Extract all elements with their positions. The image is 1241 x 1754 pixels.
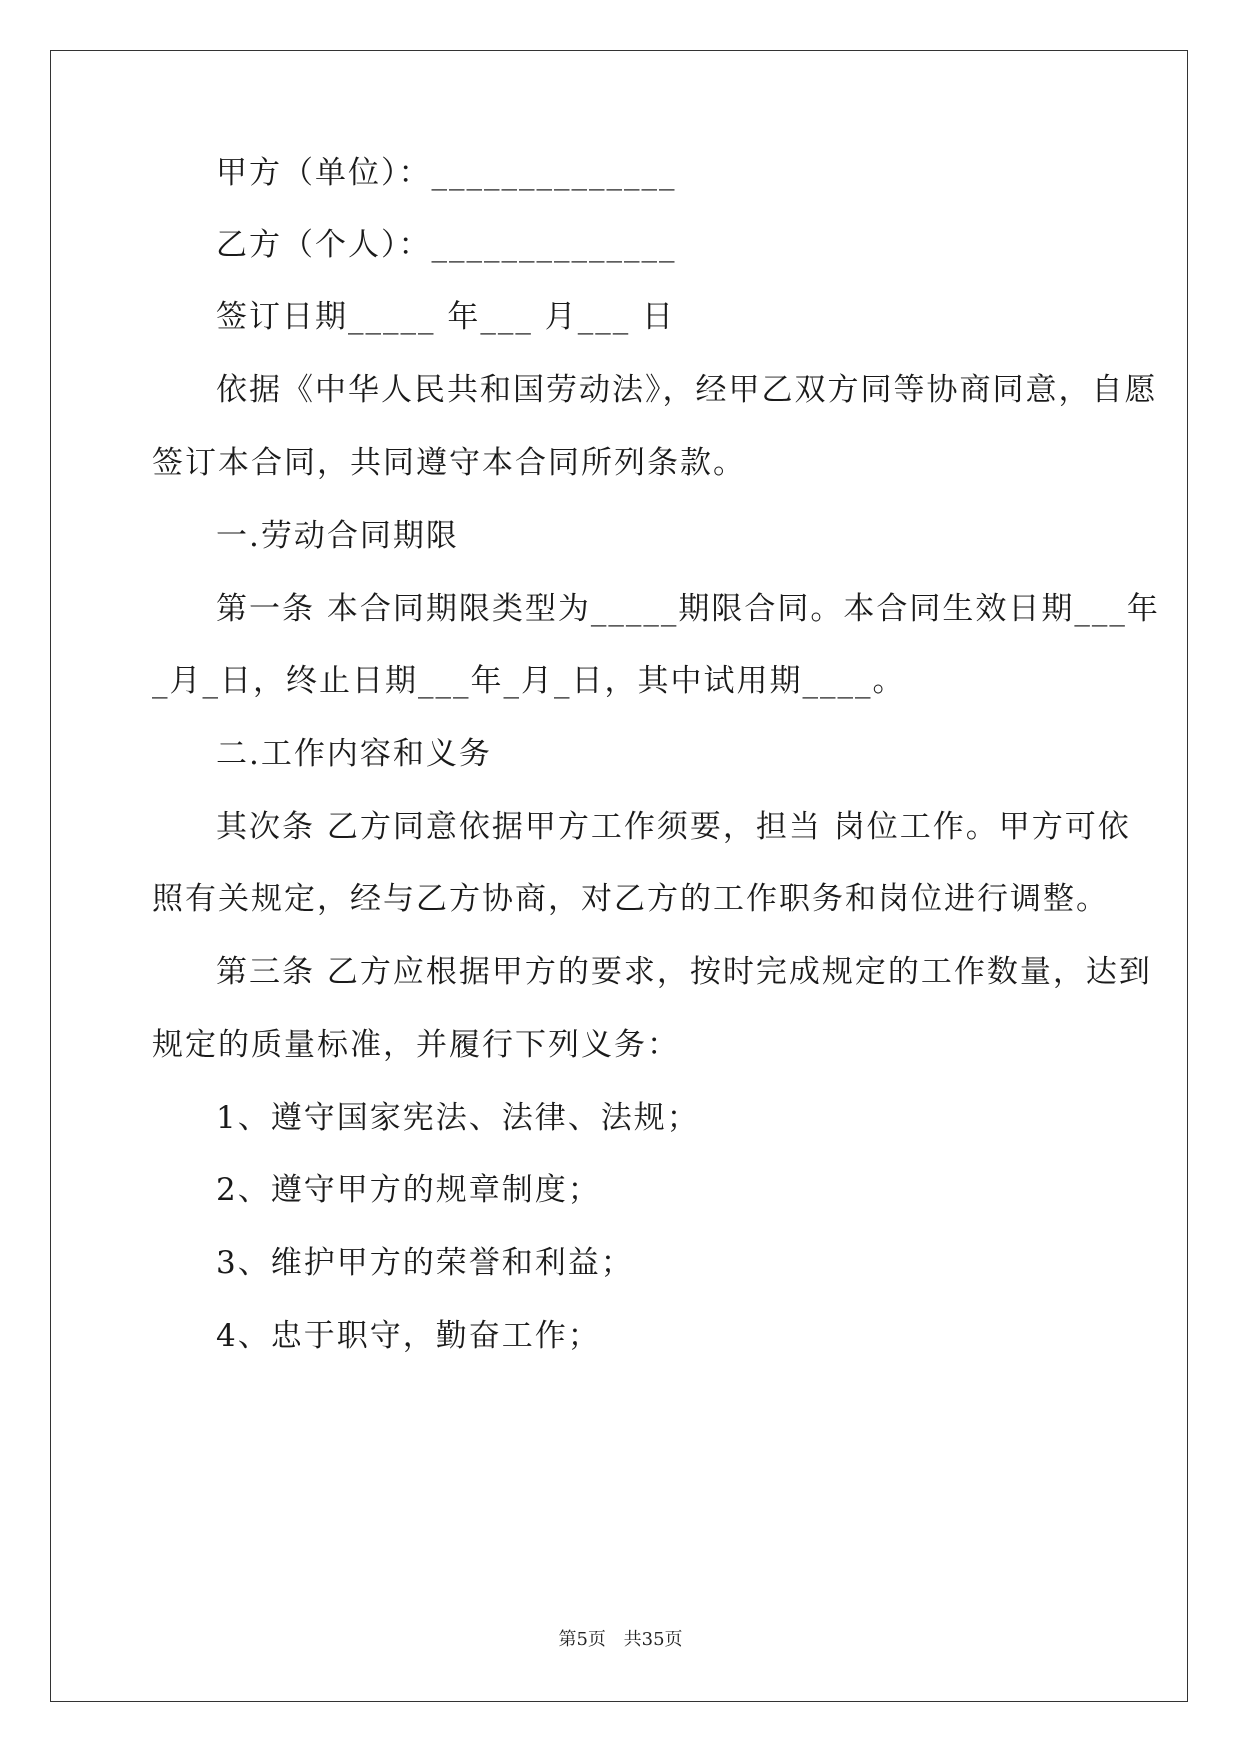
page-total: 共35页 bbox=[623, 1629, 683, 1650]
sign-date-line: 签订日期_____ 年___ 月___ 日 bbox=[216, 299, 676, 335]
section-heading: 二.工作内容和义务 bbox=[216, 736, 492, 772]
article-line: 第三条 乙方应根据甲方的要求，按时完成规定的工作数量，达到 bbox=[216, 954, 1152, 990]
list-item: 4、忠于职守，勤奋工作； bbox=[216, 1318, 601, 1354]
article-line: 第一条 本合同期限类型为_____期限合同。本合同生效日期___年 bbox=[216, 591, 1160, 627]
list-item: 2、遵守甲方的规章制度； bbox=[216, 1172, 601, 1208]
article-line: 其次条 乙方同意依据甲方工作须要，担当 岗位工作。甲方可依 bbox=[216, 809, 1131, 845]
section-heading: 一.劳动合同期限 bbox=[216, 518, 459, 554]
page-footer bbox=[0, 1625, 1241, 1651]
page-number: 第5页 bbox=[558, 1629, 606, 1650]
paragraph-line: 依据《中华人民共和国劳动法》，经甲乙双方同等协商同意，自愿 bbox=[216, 372, 1158, 408]
list-item: 3、维护甲方的荣誉和利益； bbox=[216, 1245, 634, 1281]
article-line: 照有关规定，经与乙方协商，对乙方的工作职务和岗位进行调整。 bbox=[152, 881, 1109, 917]
paragraph-line: 签订本合同，共同遵守本合同所列条款。 bbox=[152, 445, 746, 481]
party-b-line: 乙方（个人）：______________ bbox=[216, 227, 677, 263]
party-a-line: 甲方（单位）：______________ bbox=[216, 155, 677, 191]
list-item: 1、遵守国家宪法、法律、法规； bbox=[216, 1100, 700, 1136]
article-line: _月_日，终止日期___年_月_日，其中试用期____。 bbox=[152, 663, 906, 699]
article-line: 规定的质量标准，并履行下列义务： bbox=[152, 1027, 680, 1063]
